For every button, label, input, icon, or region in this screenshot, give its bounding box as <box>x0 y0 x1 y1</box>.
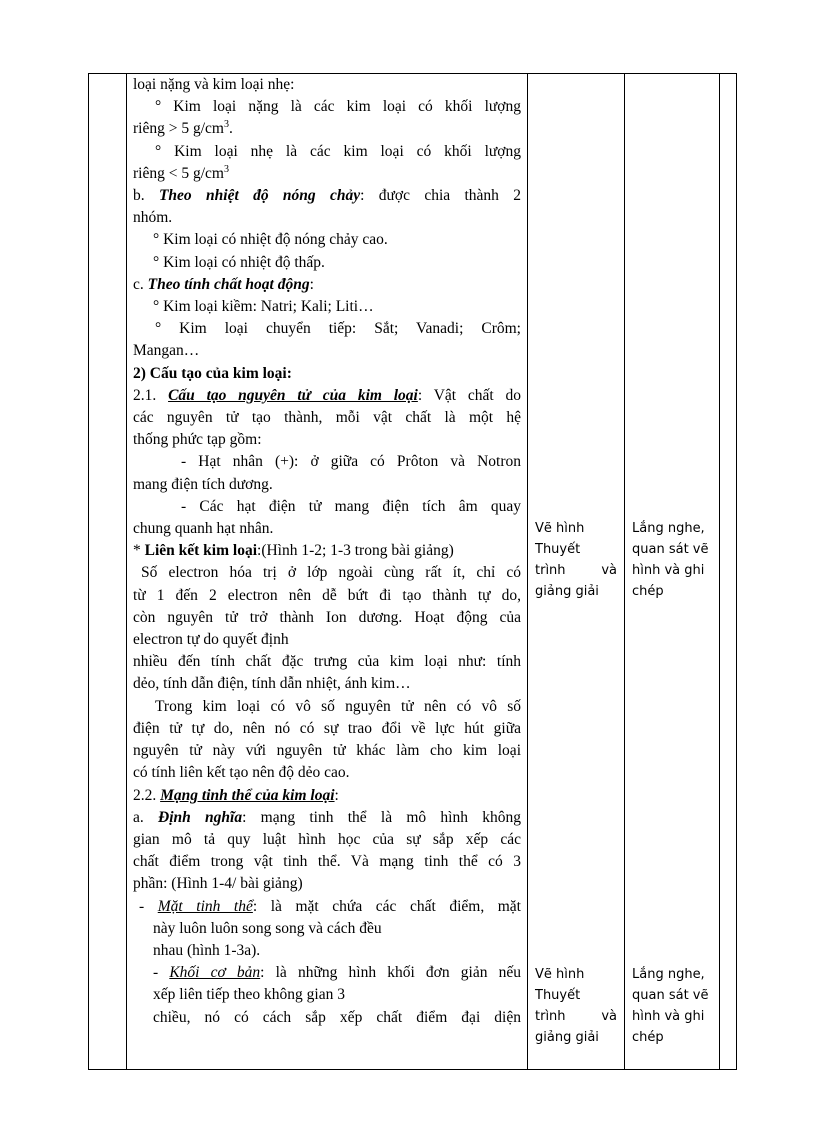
text-line: b. Theo nhiệt độ nóng chảy: được chia thành 2 <box>133 187 521 205</box>
text-line: nhau (hình 1-3a). <box>153 941 261 959</box>
text-line: 2.1. Cấu tạo nguyên tử của kim loại: Vật chất do <box>133 386 521 404</box>
text-line: chất điểm trong vật tinh thể. Và mạng tinh thể có 3 <box>133 853 521 871</box>
text-line: - Khối cơ bản: là những hình khối đơn giản nếu <box>153 964 521 982</box>
teacher-activity: Vẽ hình Thuyết trình và giảng giải <box>535 521 617 599</box>
text-line: xếp liên tiếp theo không gian 3 <box>153 986 345 1004</box>
text-line: electron tự do quyết định <box>133 631 289 649</box>
text-line: có tính liên kết tạo nên độ dẻo cao. <box>133 764 350 782</box>
text-line: a. Định nghĩa: mạng tinh thể là mô hình không <box>133 808 521 826</box>
column-divider <box>719 73 720 1070</box>
text-line: loại nặng và kim loại nhẹ: <box>133 76 295 93</box>
text-line: điện tử tự do, nên nó có sự trao đổi về lực hút giữa <box>133 719 521 737</box>
student-activity: Lắng nghe, quan sát vẽ hình và ghi chép <box>632 521 709 599</box>
text-line: các nguyên tử tạo thành, mỗi vật chất là một hệ <box>133 409 521 427</box>
text-line: từ 1 đến 2 electron nên dễ bứt đi tạo thành tự do, <box>133 586 521 604</box>
lesson-content <box>133 74 521 1029</box>
text-line: * Liên kết kim loại:(Hình 1-2; 1-3 trong bài giảng) <box>133 542 454 560</box>
text-line: mang điện tích dương. <box>133 475 273 493</box>
text-line: chiều, nó có cách sắp xếp chất điểm đại diện <box>153 1008 521 1026</box>
column-divider <box>736 73 737 1070</box>
teacher-activity: Vẽ hình Thuyết trình và giảng giải <box>535 967 617 1045</box>
section-heading: c. Theo tính chất hoạt động: <box>133 275 314 293</box>
text-line: - Các hạt điện tử mang điện tích âm quay <box>181 497 521 515</box>
text-line: dẻo, tính dẫn điện, tính dẫn nhiệt, ánh kim… <box>133 675 411 693</box>
text-line: thống phức tạp gồm: <box>133 431 262 449</box>
column-divider <box>624 73 625 1070</box>
section-heading: 2.2. Mạng tinh thể của kim loại: <box>133 786 339 804</box>
text-line: này luôn luôn song song và cách đều <box>153 919 382 937</box>
text-line: ° Kim loại có nhiệt độ thấp. <box>153 253 325 271</box>
text-line: - Mặt tinh thể: là mặt chứa các chất điểm, mặt <box>139 897 521 915</box>
text-line: ° Kim loại kiềm: Natri; Kali; Liti… <box>153 298 374 316</box>
text-line: riêng < 5 $g/cm^3$ <box>133 163 229 182</box>
text-line: riêng > 5 $g/cm^3$. <box>133 119 233 138</box>
text-line: nhiều đến tính chất đặc trưng của kim loại như: tính <box>133 653 521 671</box>
text-line: Số electron hóa trị ở lớp ngoài cùng rất ít, chỉ có <box>141 564 521 582</box>
text-line: gian mô tả quy luật hình học của sự sắp xếp các <box>133 830 521 848</box>
text-line: ° Kim loại có nhiệt độ nóng chảy cao. <box>153 231 388 249</box>
section-heading: 2) Cấu tạo của kim loại: <box>133 364 292 382</box>
column-divider <box>527 73 528 1070</box>
text-line: Mangan… <box>133 342 200 360</box>
text-line: còn nguyên tử trở thành Ion dương. Hoạt động của <box>133 608 521 626</box>
text-line: Trong kim loại có vô số nguyên tử nên có vô số <box>155 697 521 715</box>
student-activity: Lắng nghe, quan sát vẽ hình và ghi chép <box>632 967 709 1045</box>
text-line: nguyên tử này vứi nguyên tử khác làm cho kim loại <box>133 742 521 760</box>
text-line: nhóm. <box>133 209 173 227</box>
text-line: chung quanh hạt nhân. <box>133 520 274 538</box>
text-line: ° Kim loại nặng là các kim loại có khối lượng <box>155 98 521 116</box>
text-line: ° Kim loại chuyển tiếp: Sắt; Vanadi; Crôm; <box>155 320 521 338</box>
text-line: - Hạt nhân (+): ở giữa có Prôton và Notron <box>181 453 521 471</box>
column-divider <box>126 73 127 1070</box>
text-line: ° Kim loại nhẹ là các kim loại có khối lượng <box>155 142 521 160</box>
text-line: phần: (Hình 1-4/ bài giảng) <box>133 875 303 893</box>
